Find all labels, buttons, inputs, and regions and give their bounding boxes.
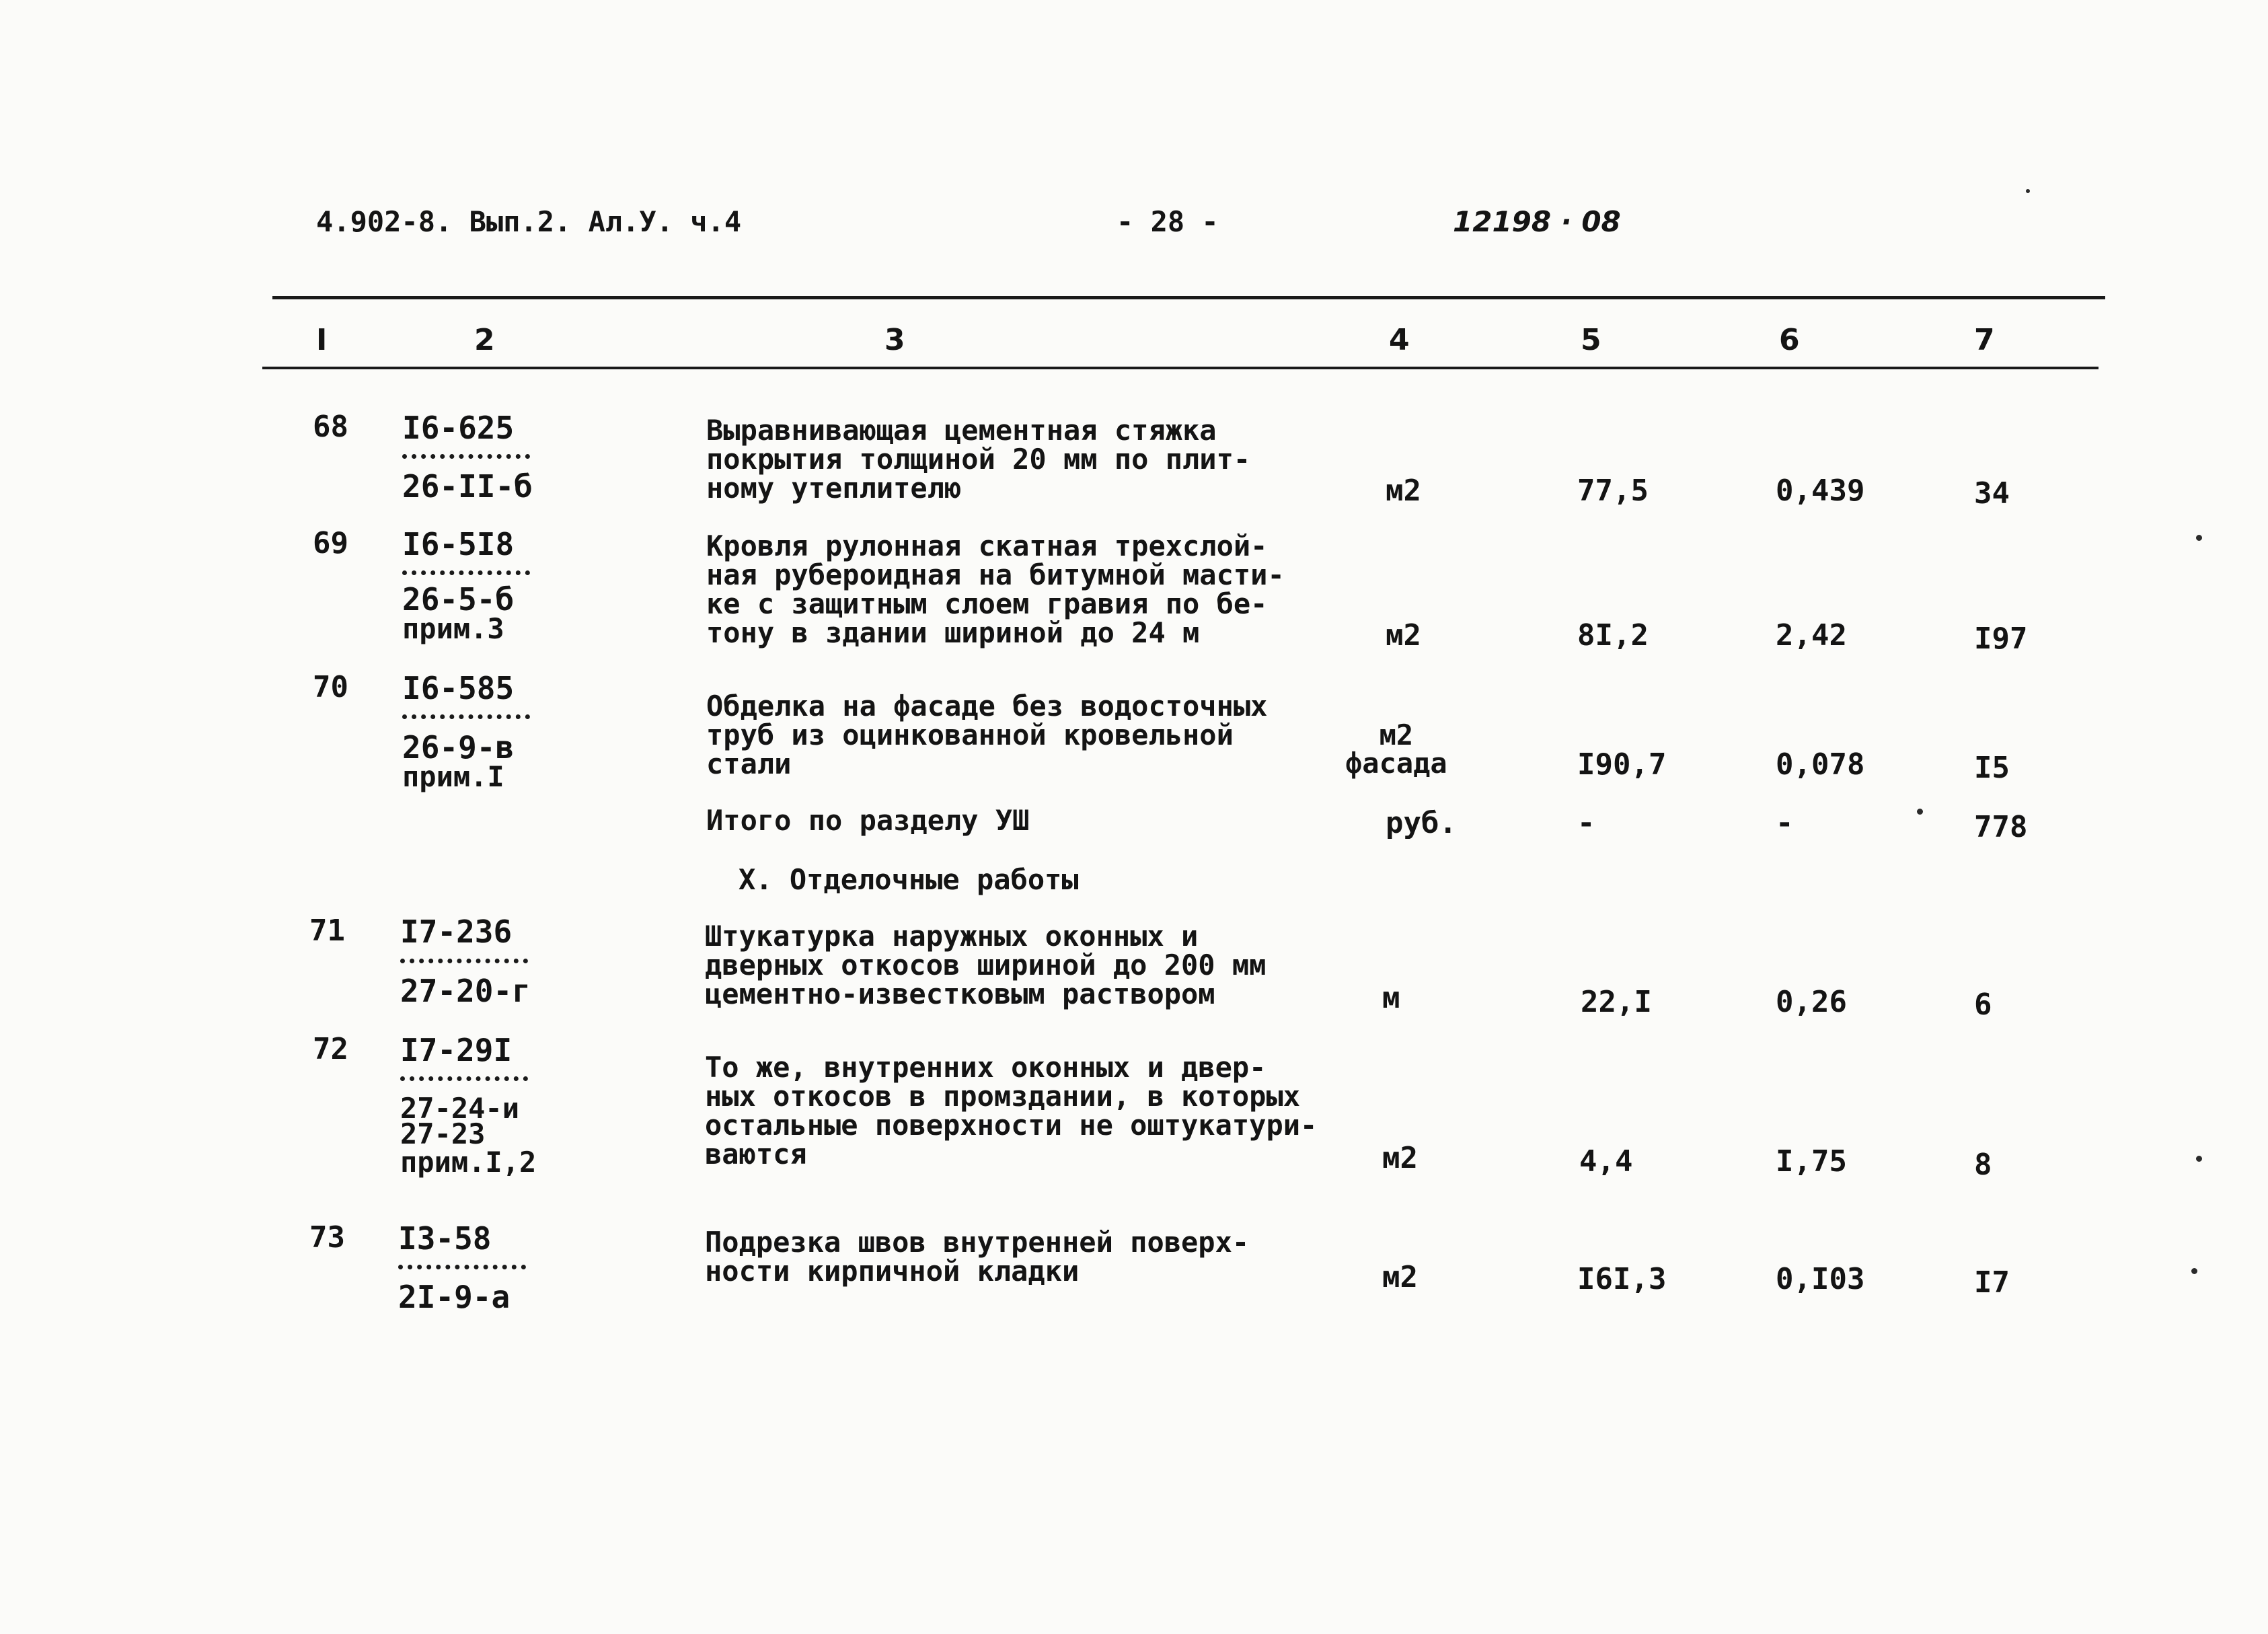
column-header-4: 4 [1389,323,1410,357]
row-number: 72 [313,1032,348,1066]
scan-speck [2026,189,2030,193]
code-divider [400,959,528,963]
unit: м2 фасада [1345,718,1447,780]
reference-note: 27-23 прим.I,2 [400,1117,537,1179]
row-number: 69 [313,526,348,560]
total-cost: I7 [1974,1265,2010,1300]
reference-note: прим.3 [402,612,504,645]
norm-code: I7-29I [400,1032,513,1068]
reference-note: прим.I [402,760,504,793]
work-description: Кровля рулонная скатная трехслой- ная рубероидная на битумной масти- ке с защитным слоем гравия по бе- тону в здании шириной до 24 м [706,529,1285,649]
reference-code: 27-24-и [400,1092,520,1125]
quantity: 77,5 [1577,474,1649,508]
section-title: Х. Отделочные работы [739,863,1079,896]
work-description: Обделка на фасаде без водосточных труб из оцинкованной кровельной стали [706,690,1268,780]
reference-code: 2I-9-а [398,1279,511,1315]
norm-code: I3-58 [398,1220,492,1257]
unit: м2 [1382,1141,1418,1175]
unit: м2 [1386,474,1421,508]
unit: м2 [1386,618,1421,653]
scan-speck [2191,1268,2197,1274]
quantity: I6I,3 [1577,1262,1667,1296]
subtotal-price: - [1776,806,1794,840]
column-header-2: 2 [474,323,495,357]
table-top-rule [272,296,2105,299]
reference-code: 27-20-г [400,973,531,1009]
page-number: - 28 - [1117,205,1219,238]
norm-code: I6-585 [402,670,515,706]
reference-code: 26-II-б [402,468,533,505]
quantity: 4,4 [1579,1144,1633,1179]
unit-price: 0,I03 [1776,1262,1865,1296]
unit-price: I,75 [1776,1144,1847,1179]
column-header-6: 6 [1779,323,1800,357]
row-number: 73 [309,1220,345,1255]
total-cost: I97 [1974,622,2028,656]
work-description: Выравнивающая цементная стяжка покрытия толщиной 20 мм по плит- ному утеплителю [706,414,1251,505]
column-header-1: I [316,323,328,357]
work-description: Штукатурка наружных оконных и дверных откосов шириной до 200 мм цементно-известковым раствором [705,920,1267,1010]
quantity: 8I,2 [1577,618,1649,653]
unit: м [1382,981,1400,1015]
quantity: I90,7 [1577,747,1667,782]
subtotal-label: Итого по разделу УШ [706,804,1030,837]
subtotal-quantity: - [1577,806,1595,840]
column-header-7: 7 [1974,323,1995,357]
scan-speck [2196,535,2202,541]
column-header-3: 3 [884,323,905,357]
quantity: 22,I [1581,985,1652,1019]
subtotal-unit: руб. [1386,806,1457,840]
row-number: 71 [309,914,345,948]
unit: м2 [1382,1260,1418,1294]
column-header-5: 5 [1581,323,1601,357]
total-cost: 34 [1974,476,2010,511]
reference-code: 26-9-в [402,729,515,766]
code-divider [398,1265,526,1269]
document-code: 4.902-8. Вып.2. Ал.У. ч.4 [316,205,742,238]
code-divider [402,570,530,575]
scan-speck [1917,809,1923,815]
norm-code: I6-625 [402,410,515,446]
unit-price: 0,26 [1776,985,1847,1019]
code-divider [400,1076,528,1081]
code-divider [402,714,530,719]
row-number: 70 [313,670,348,704]
table-header-rule [262,367,2099,369]
document-number: 12198 · 08 [1453,205,1621,238]
row-number: 68 [313,410,348,444]
total-cost: 6 [1974,988,1992,1022]
code-divider [402,454,530,459]
scan-speck [2196,1156,2202,1162]
subtotal-total: 778 [1974,810,2028,844]
reference-code: 26-5-б [402,581,515,618]
total-cost: 8 [1974,1148,1992,1182]
norm-code: I6-5I8 [402,526,515,562]
work-description: То же, внутренних оконных и двер- ных откосов в промздании, в которых остальные поверхности не оштукатури- ваются [705,1051,1318,1171]
unit-price: 2,42 [1776,618,1847,653]
work-description: Подрезка швов внутренней поверх- ности кирпичной кладки [705,1226,1250,1288]
unit-price: 0,439 [1776,474,1865,508]
total-cost: I5 [1974,751,2010,785]
unit-price: 0,078 [1776,747,1865,782]
norm-code: I7-236 [400,914,513,950]
